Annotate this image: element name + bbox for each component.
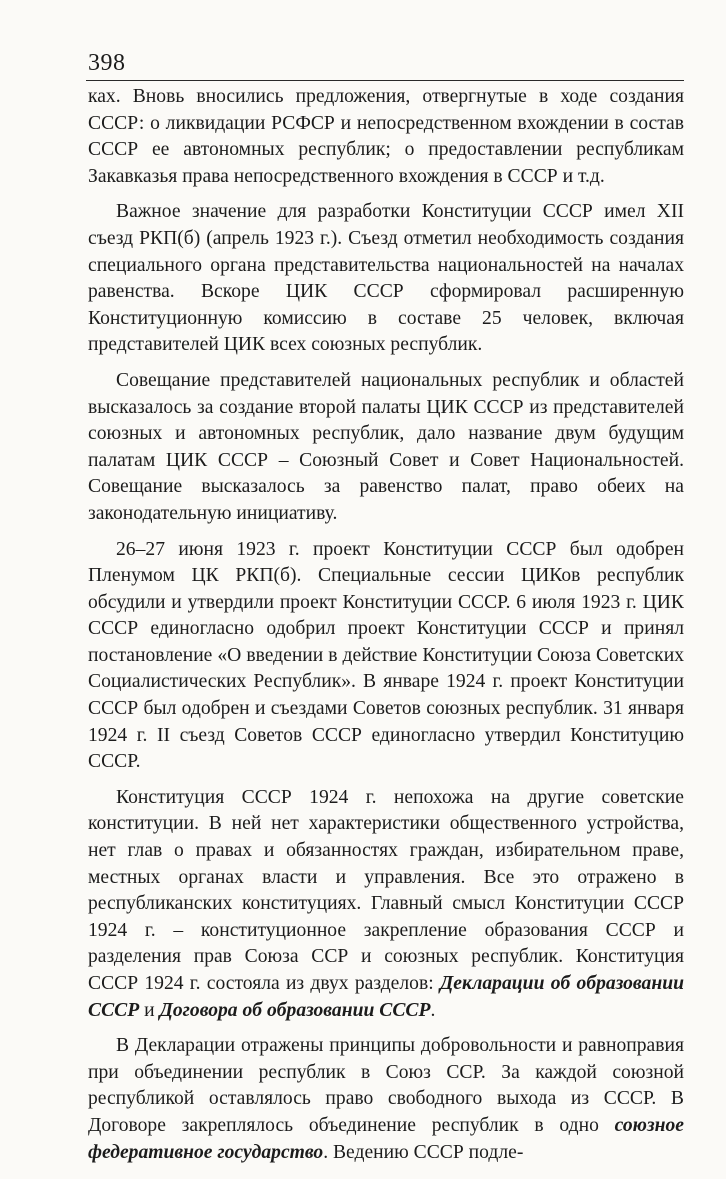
paragraph-approval xyxy=(88,537,684,776)
page-number: 398 xyxy=(88,50,126,76)
body-text xyxy=(88,84,684,1175)
paragraph-continuation xyxy=(88,84,684,190)
paragraph-conference xyxy=(88,368,684,528)
paragraph-text: и xyxy=(139,999,160,1021)
emphasis-treaty: Договора об образовании СССР xyxy=(159,999,431,1021)
paragraph-text: Важное значение для разработки Конституции СССР имел XII съезд РКП(б) (апрель 1923 г.). Съезд отметил необходимость создания специального органа представительства национальностей на началах равенства. Вскоре ЦИК СССР сформировал расширенную Конституционную комиссию в составе 25 человек, включая представителей ЦИК всех союзных республик. xyxy=(88,201,684,356)
paragraph-constitution-1924 xyxy=(88,785,684,1024)
emphasis-federal-state: союзное федеративное государство xyxy=(88,1114,684,1163)
paragraph-text: . xyxy=(430,999,436,1021)
paragraph-declaration xyxy=(88,1033,684,1166)
paragraph-xii-congress xyxy=(88,199,684,359)
paragraph-text: 26–27 июня 1923 г. проект Конституции СССР был одобрен Пленумом ЦК РКП(б). Специальные сессии ЦИКов республик обсудили и утвердили проект Конституции СССР. 6 июля 1923 г. ЦИК СССР единогласно одобрил проект Конституции СССР и принял постановление «О введении в действие Конституции Союза Советских Социалистических Республик». В январе 1924 г. проект Конституции СССР был одобрен и съездами Советов союзных республик. 31 января 1924 г. II съезд Советов СССР единогласно утвердил Конституцию СССР. xyxy=(88,538,684,773)
paragraph-text: Конституция СССР 1924 г. непохожа на другие советские конституции. В ней нет характеристики общественного устройства, нет глав о правах и обязанностях граждан, избирательном праве, местных органах власти и управления. Все это отражено в республиканских конституциях. Главный смысл Конституции СССР 1924 г. – конституционное закрепление образования СССР и разделения прав Союза ССР и союзных республик. Конституция СССР 1924 г. состояла из двух разделов: xyxy=(88,786,684,994)
paragraph-text: В Декларации отражены принципы добровольности и равноправия при объединении республик в Союз ССР. За каждой союзной республикой оставлялось право свободного выхода из СССР. В Договоре закреплялось объединение республик в одно xyxy=(88,1035,684,1136)
emphasis-declaration: Декларации об образовании СССР xyxy=(88,973,684,1021)
paragraph-text: . Ведению СССР подле- xyxy=(323,1141,524,1163)
paragraph-text: ках. Вновь вносились предложения, отвергнутые в ходе создания СССР: о ликвидации РСФСР и непосредственном вхождении в состав СССР ее автономных республик; о предоставлении республикам Закавказья права непосредственного вхождения в СССР и т.д. xyxy=(88,86,684,187)
header-rule xyxy=(86,80,684,81)
paragraph-text: Совещание представителей национальных республик и областей высказалось за создание второй палаты ЦИК СССР из представителей союзных и автономных республик, дало название двум будущим палатам ЦИК СССР – Союзный Совет и Совет Национальностей. Совещание высказалось за равенство палат, право обеих на законодательную инициативу. xyxy=(88,369,684,524)
